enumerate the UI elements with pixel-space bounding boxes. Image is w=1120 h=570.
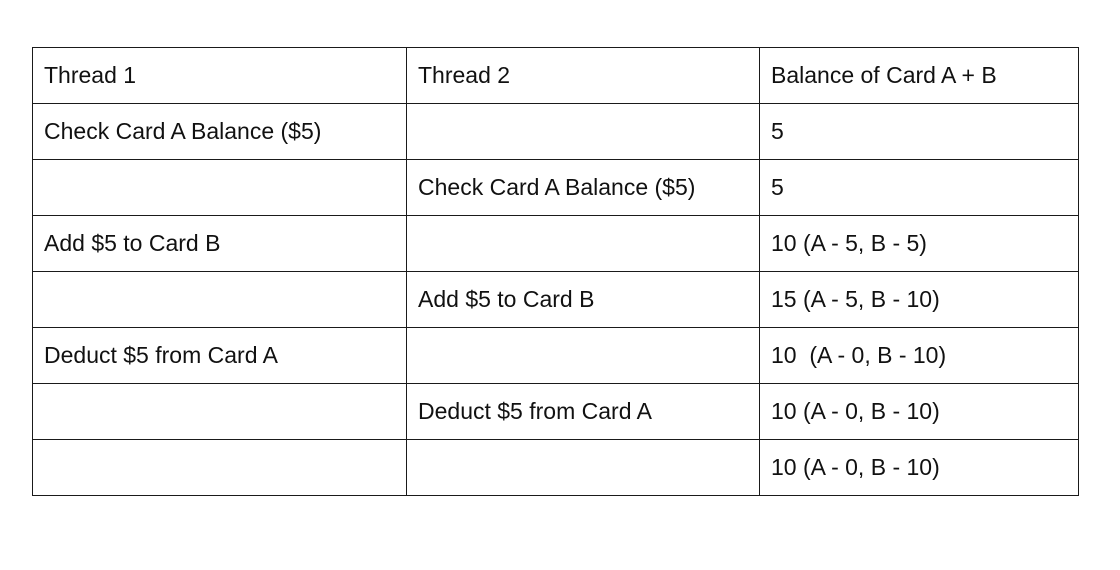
thread-1-cell [33, 160, 407, 216]
balance-cell: 10 (A - 0, B - 10) [760, 384, 1079, 440]
table-row [33, 216, 1079, 272]
balance-cell: 10 (A - 5, B - 5) [760, 216, 1079, 272]
table-header-row [33, 48, 1079, 104]
header-balance: Balance of Card A + B [760, 48, 1079, 104]
thread-balance-table [32, 47, 1079, 496]
thread-1-cell [33, 440, 407, 496]
table-row [33, 272, 1079, 328]
thread-2-cell: Deduct $5 from Card A [407, 384, 760, 440]
thread-2-cell [407, 328, 760, 384]
header-thread-2: Thread 2 [407, 48, 760, 104]
thread-2-cell [407, 216, 760, 272]
thread-balance-table-container [32, 47, 1079, 496]
table-row [33, 160, 1079, 216]
thread-2-cell: Add $5 to Card B [407, 272, 760, 328]
table-row [33, 384, 1079, 440]
balance-cell: 5 [760, 104, 1079, 160]
thread-1-cell: Deduct $5 from Card A [33, 328, 407, 384]
thread-1-cell: Check Card A Balance ($5) [33, 104, 407, 160]
balance-cell: 5 [760, 160, 1079, 216]
thread-1-cell [33, 272, 407, 328]
table-row [33, 440, 1079, 496]
thread-1-cell: Add $5 to Card B [33, 216, 407, 272]
balance-cell: 10 (A - 0, B - 10) [760, 328, 1079, 384]
thread-2-cell: Check Card A Balance ($5) [407, 160, 760, 216]
table-row [33, 104, 1079, 160]
thread-2-cell [407, 104, 760, 160]
thread-2-cell [407, 440, 760, 496]
thread-1-cell [33, 384, 407, 440]
table-row [33, 328, 1079, 384]
balance-cell: 15 (A - 5, B - 10) [760, 272, 1079, 328]
header-thread-1: Thread 1 [33, 48, 407, 104]
balance-cell: 10 (A - 0, B - 10) [760, 440, 1079, 496]
